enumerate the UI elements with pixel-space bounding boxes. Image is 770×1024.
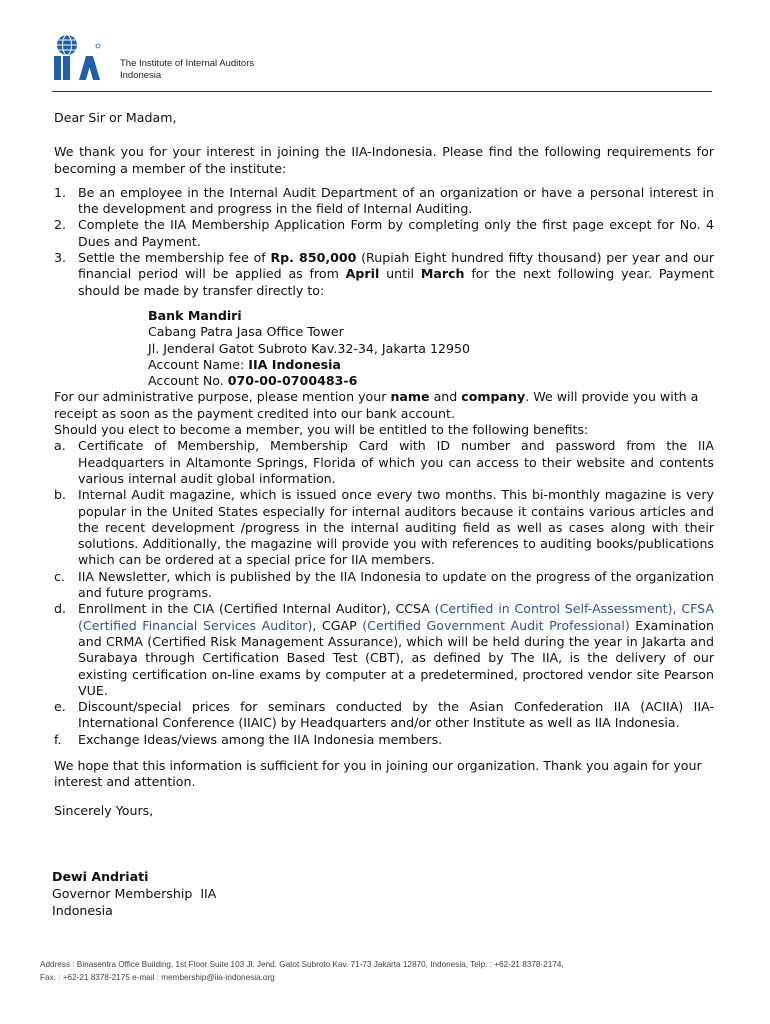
item-text: Internal Audit magazine, which is issued once every two months. This bi-monthly magazine is very popular in the United States especially for internal auditors because it contains various articles and the recent development /progress in the internal auditing field as well as cases along with their solutions. Additionally, the magazine will provide you with references to auditing books/publications which can be ordered at a special price for IIA members. xyxy=(78,487,714,568)
org-line-1: The Institute of Internal Auditors xyxy=(120,58,255,69)
account-name-label: Account Name: xyxy=(148,356,249,372)
org-line-2: Indonesia xyxy=(120,70,162,81)
list-item xyxy=(54,438,714,487)
item-text-blue1: (Certified in Control Self-Assessment), CFSA (Certified Financial Services Auditor) xyxy=(78,601,714,633)
footer-line-2: Fax. : +62-21 8378-2175 e-mail : membership@iia-indonesia.org xyxy=(40,973,275,982)
account-name-row xyxy=(148,357,714,373)
admin-note-and: and xyxy=(429,389,462,405)
requirements-list xyxy=(54,185,714,299)
item-number: b. xyxy=(54,487,66,503)
organization-name xyxy=(120,58,254,82)
admin-note-pre: For our administrative purpose, please mention your xyxy=(54,389,391,405)
item-text: Discount/special prices for seminars conducted by the Asian Confederation IIA (ACIIA) IIA-International Conference (IIAIC) by Headquarters and/or other Institute as well as IIA Indonesia. xyxy=(78,699,714,731)
admin-note-post: . We will provide you with a receipt as soon as the payment credited into our bank account. xyxy=(54,389,699,421)
item-text-blue2: (Certified Government Audit Professional) xyxy=(362,617,630,633)
account-number-label: Account No. xyxy=(148,373,228,389)
item-text: Be an employee in the Internal Audit Department of an organization or have a personal interest in the development and progress in the field of Internal Auditing. xyxy=(78,184,714,217)
closing-paragraph: We hope that this information is sufficient for you in joining our organization. Thank you again for your interest and attention. xyxy=(54,757,702,790)
bank-name: Bank Mandiri xyxy=(148,307,242,323)
fee-text-mid1: (Rupiah Eight hundred fifty thousand) per year and our financial period will be applied as from xyxy=(78,250,715,282)
item-number: f. xyxy=(54,731,62,747)
admin-note xyxy=(54,389,714,422)
item-text: Exchange Ideas/views among the IIA Indonesia members. xyxy=(78,731,443,747)
signatory-org: Indonesia xyxy=(52,903,113,918)
fee-text-mid2: until xyxy=(379,266,421,282)
item-text: Certificate of Membership, Membership Card with ID number and password from the IIA Headquarters in Altamonte Springs, Florida of which you can access to their website and contents various internal audit global information. xyxy=(78,438,714,486)
fee-text-post: for the next following year. Payment should be made by transfer directly to: xyxy=(78,266,714,298)
footer-line-1: Address : Binasentra Office Building, 1st Floor Suite 103 Jl. Jend. Gatot Subroto Kav. 71-73 Jakarta 12870, Indonesia, Telp. : +62-21 8378-2174, xyxy=(40,960,564,969)
list-item xyxy=(54,487,714,568)
list-item xyxy=(54,217,714,250)
account-name: IIA Indonesia xyxy=(248,356,341,372)
signature-block xyxy=(52,868,216,919)
signatory-title: Governor Membership IIA xyxy=(52,886,217,901)
list-item xyxy=(54,185,714,218)
benefits-list xyxy=(54,438,714,748)
footer-address xyxy=(40,958,564,984)
admin-note-name: name xyxy=(390,389,430,405)
fee-amount: Rp. 850,000 xyxy=(270,250,357,266)
intro-paragraph: We thank you for your interest in joining the IIA-Indonesia. Please find the following requirements for becoming a member of the institute: xyxy=(54,144,714,176)
header-divider xyxy=(52,91,712,92)
item-text-part1: Enrollment in the CIA (Certified Internal Auditor), CCSA xyxy=(78,601,435,617)
item-number: 2. xyxy=(54,217,67,233)
bank-details xyxy=(148,308,714,389)
list-item xyxy=(54,250,714,299)
item-text: Complete the IIA Membership Application Form by completing only the first page except for No. 4 Dues and Payment. xyxy=(78,217,714,249)
to-month: March xyxy=(420,266,465,282)
signatory-name: Dewi Andriati xyxy=(52,869,149,884)
list-item xyxy=(54,569,714,602)
iia-logo xyxy=(52,34,102,84)
item-number: e. xyxy=(54,699,66,715)
item-number: 3. xyxy=(54,250,67,266)
bank-address: Jl. Jenderal Gatot Subroto Kav.32-34, Jakarta 12950 xyxy=(148,340,471,356)
from-month: April xyxy=(345,266,380,282)
benefits-intro: Should you elect to become a member, you will be entitled to the following benefits: xyxy=(54,422,589,438)
admin-note-company: company xyxy=(461,389,526,405)
fee-text-pre: Settle the membership fee of xyxy=(78,250,271,266)
item-number: d. xyxy=(54,601,66,617)
account-number-row xyxy=(148,373,714,389)
list-item xyxy=(54,601,714,699)
item-number: c. xyxy=(54,568,65,584)
salutation: Dear Sir or Madam, xyxy=(54,110,177,125)
item-number: 1. xyxy=(54,184,67,200)
item-text-part2: , CGAP xyxy=(312,617,363,633)
item-text: IIA Newsletter, which is published by the IIA Indonesia to update on the progress of the organization and future programs. xyxy=(78,568,714,601)
letter-body xyxy=(54,110,714,819)
bank-branch: Cabang Patra Jasa Office Tower xyxy=(148,324,344,340)
item-text-part3: Examination and CRMA (Certified Risk Management Assurance), which will be held during the year in Jakarta and Surabaya through Certification Based Test (CBT), as defined by The IIA, is the delivery of our existing certification on-line exams by computer at a predetermined, proctored vendor site Pearson VUE. xyxy=(78,617,714,698)
sign-off: Sincerely Yours, xyxy=(54,802,154,818)
list-item xyxy=(54,732,714,748)
item-number: a. xyxy=(54,438,66,454)
list-item xyxy=(54,699,714,732)
account-number: 070-00-0700483-6 xyxy=(227,373,358,389)
